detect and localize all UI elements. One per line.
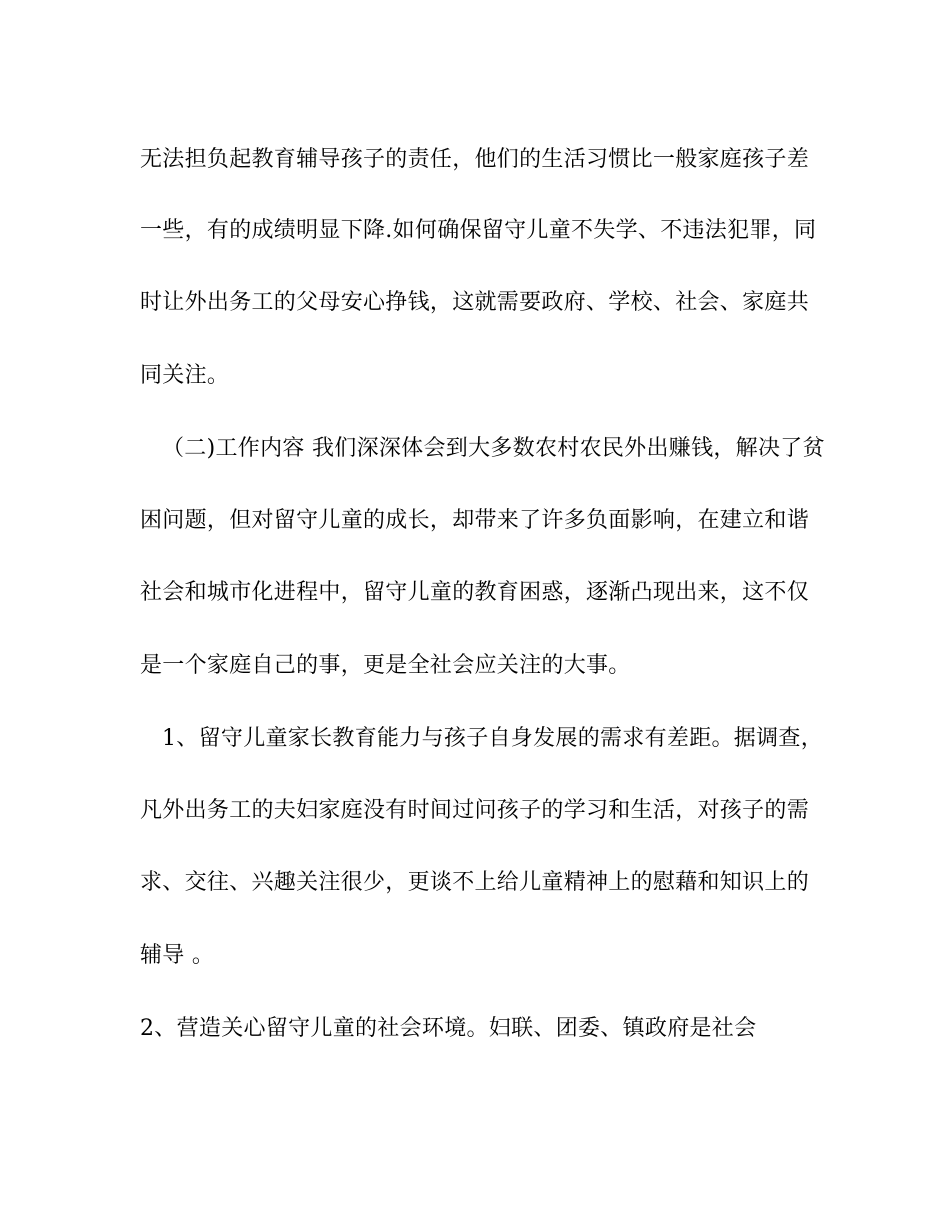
text-line: 一些，有的成绩明显下降.如何确保留守儿童不失学、不违法犯罪，同 <box>140 218 817 243</box>
paragraph-start-line: （二)工作内容 我们深深体会到大多数农村农民外出赚钱，解决了贫 <box>162 436 825 461</box>
text-line: 社会和城市化进程中，留守儿童的教育困惑，逐渐凸现出来，这不仅 <box>140 580 810 605</box>
text-line: 时让外出务工的父母安心挣钱，这就需要政府、学校、社会、家庭共 <box>140 290 810 315</box>
text-line: 无法担负起教育辅导孩子的责任，他们的生活习惯比一般家庭孩子差 <box>140 147 810 172</box>
text-line: 辅导 。 <box>140 943 215 968</box>
text-line: 是一个家庭自己的事，更是全社会应关注的大事。 <box>140 653 631 678</box>
paragraph-start-line: 2、营造关心留守儿童的社会环境。妇联、团委、镇政府是社会 <box>140 1016 757 1041</box>
text-line: 求、交往、兴趣关注很少，更谈不上给儿童精神上的慰藉和知识上的 <box>140 870 810 895</box>
paragraph-start-line: 1、留守儿童家长教育能力与孩子自身发展的需求有差距。据调查， <box>162 726 823 751</box>
text-line: 凡外出务工的夫妇家庭没有时间过问孩子的学习和生活，对孩子的需 <box>140 798 810 823</box>
text-line: 困问题，但对留守儿童的成长，却带来了许多负面影响，在建立和谐 <box>140 508 810 533</box>
text-line: 同关注。 <box>140 363 230 388</box>
